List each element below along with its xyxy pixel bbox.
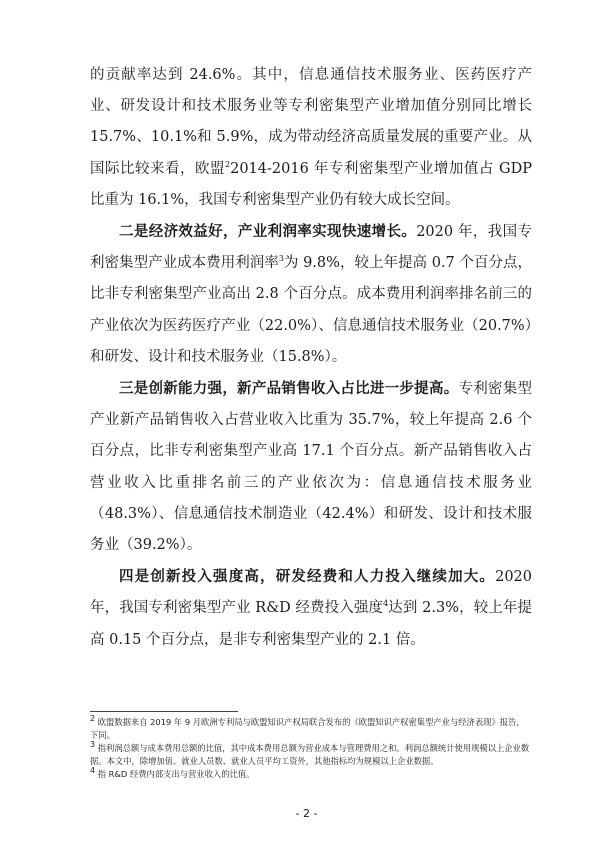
- paragraph-2-tail: 为 9.8%，较上年提高 0.7 个百分点，比非专利密集型产业高出 2.8 个百分点。成本费用利润率排名前三的产业依次为医药医疗产业（22.0%）、信息通信技术服务业（20.7%）和研发、设计和技术服务业（15.8%）。: [90, 255, 533, 365]
- footnote-ref-2: 2: [225, 159, 231, 169]
- footnote-4: [90, 768, 532, 781]
- footnote-3: [90, 742, 532, 768]
- footnote-text: 指利润总额与成本费用总额的比值，其中成本费用总额为营业成本与管理费用之和。利润总额统计使用规模以上企业数据。本文中，除增加值、就业人员数、就业人员平均工资外，其他指标均为规模以上企业数据。: [90, 743, 530, 766]
- footnote-number: 3: [90, 740, 96, 750]
- paragraph-2: [90, 216, 532, 373]
- paragraph-2-heading: 二是经济效益好，产业利润率实现快速增长。: [119, 223, 417, 241]
- page-number: - 2 -: [295, 807, 318, 820]
- footnote-ref-3: 3: [278, 254, 284, 264]
- footnote-number: 4: [90, 766, 96, 776]
- footnotes: [90, 716, 532, 781]
- paragraph-1: [90, 60, 532, 216]
- paragraph-3: [90, 373, 532, 561]
- paragraph-4: [90, 561, 532, 656]
- footnote-divider: [90, 711, 238, 712]
- paragraph-1-text: 的贡献率达到 24.6%。其中，信息通信技术服务业、医药医疗产业、研发设计和技术服务业等专利密集型产业增加值分别同比增长 15.7%、10.1%和 5.9%，成为带动经济高质量发展的重要产业。从国际比较来看，欧盟: [90, 67, 532, 177]
- footnote-text: 指 R&D 经费内部支出与营业收入的比值。: [97, 769, 255, 779]
- footnote-ref-4: 4: [383, 599, 389, 609]
- paragraph-4-heading: 四是创新投入强度高，研发经费和人力投入继续加大。: [119, 568, 496, 586]
- paragraph-1-tail: 2014-2016 年专利密集型产业增加值占 GDP 比重为 16.1%，我国专利密集型产业仍有较大成长空间。: [90, 160, 533, 208]
- paragraph-2-text: 2020 年，我国专利密集型产业成本费用利润率: [90, 224, 532, 272]
- footnote-text: 欧盟数据来自 2019 年 9 月欧洲专利局与欧盟知识产权局联合发布的《欧盟知识产权密集型产业与经济表现》报告，下同。: [90, 717, 525, 740]
- footnote-2: [90, 716, 532, 742]
- paragraph-4-tail: 达到 2.3%，较上年提高 0.15 个百分点，是非专利密集型产业的 2.1 倍。: [90, 600, 532, 648]
- paragraph-3-heading: 三是创新能力强，新产品销售收入占比进一步提高。: [119, 380, 459, 398]
- paragraph-3-text: 专利密集型产业新产品销售收入占营业收入比重为 35.7%，较上年提高 2.6 个百分点，比非专利密集型产业高 17.1 个百分点。新产品销售收入占营业收入比重排名前三的产业依次为：信息通信技术服务业（48.3%）、信息通信技术制造业（42.4%）和研发、设计和技术服务业（39.2%）。: [90, 381, 533, 554]
- body-text: [90, 60, 532, 656]
- footnote-number: 2: [90, 714, 96, 724]
- paragraph-4-text: 2020 年，我国专利密集型产业 R&D 经费投入强度: [90, 569, 532, 617]
